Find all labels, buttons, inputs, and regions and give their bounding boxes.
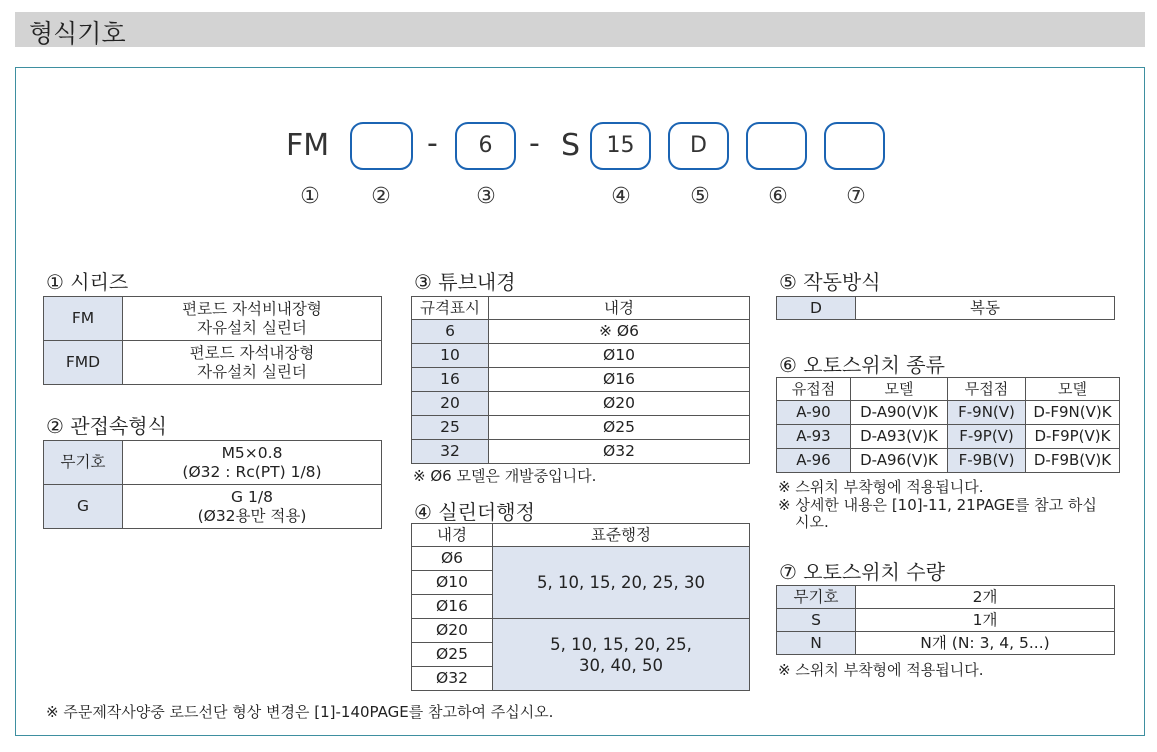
switch-reed: A-96 <box>777 449 851 473</box>
stroke-group-2-line1: 5, 10, 15, 20, 25, <box>550 634 692 654</box>
series-table <box>43 296 382 385</box>
operation-table <box>776 296 1115 320</box>
table-row <box>777 449 1120 473</box>
bore-heading: ③ 튜브내경 <box>414 270 516 294</box>
bore-size: Ø20 <box>489 392 750 416</box>
connection-desc <box>123 441 382 485</box>
table-row <box>412 344 750 368</box>
switch-reed: A-90 <box>777 401 851 425</box>
switch-qty-desc: 1개 <box>856 609 1115 632</box>
stroke-bore: Ø25 <box>412 643 493 667</box>
code-dash-2: - <box>529 126 540 161</box>
table-row <box>44 485 382 529</box>
table-row <box>412 416 750 440</box>
bore-size: Ø25 <box>489 416 750 440</box>
bore-size: ※ Ø6 <box>489 320 750 344</box>
series-desc-line1: 편로드 자석내장형 <box>189 343 315 362</box>
series-desc <box>123 341 382 385</box>
table-row <box>412 440 750 464</box>
operation-code: D <box>777 297 856 320</box>
switch-model: D-F9P(V)K <box>1026 425 1120 449</box>
table-row <box>412 320 750 344</box>
table-row <box>44 441 382 485</box>
bore-size: Ø16 <box>489 368 750 392</box>
stroke-group-2-line2: 30, 40, 50 <box>579 655 663 675</box>
code-number-2: ② <box>371 184 391 209</box>
stroke-bore: Ø32 <box>412 667 493 691</box>
table-header-row <box>412 524 750 547</box>
switch-model: D-A96(V)K <box>851 449 948 473</box>
switch-qty-code: N <box>777 632 856 655</box>
table-row <box>412 368 750 392</box>
stroke-header-stroke: 표준행정 <box>493 524 750 547</box>
series-desc-line2: 자유설치 실린더 <box>197 362 307 381</box>
bore-code: 32 <box>412 440 489 464</box>
operation-desc: 복동 <box>856 297 1115 320</box>
series-code: FM <box>44 297 123 341</box>
stroke-bore: Ø6 <box>412 547 493 571</box>
table-header-row <box>777 378 1120 401</box>
stroke-bore: Ø10 <box>412 571 493 595</box>
series-desc-line1: 편로드 자석비내장형 <box>182 299 322 318</box>
connection-desc <box>123 485 382 529</box>
title-bar <box>15 12 1145 47</box>
code-number-3: ③ <box>476 184 496 209</box>
connection-code: G <box>44 485 123 529</box>
code-box-bore: 6 <box>455 122 516 170</box>
table-row <box>44 297 382 341</box>
switch-model: D-A90(V)K <box>851 401 948 425</box>
stroke-heading: ④ 실린더행정 <box>414 500 535 524</box>
table-row <box>777 297 1115 320</box>
switch-type-table <box>776 377 1120 473</box>
code-box-switch-type <box>746 122 807 170</box>
table-header-row <box>412 297 750 320</box>
code-box-operation: D <box>668 122 729 170</box>
switch-qty-code: 무기호 <box>777 586 856 609</box>
switch-header-model1: 모델 <box>851 378 948 401</box>
code-number-4: ④ <box>611 184 631 209</box>
bore-code: 25 <box>412 416 489 440</box>
switch-qty-desc: N개 (N: 3, 4, 5...) <box>856 632 1115 655</box>
switch-qty-desc: 2개 <box>856 586 1115 609</box>
switch-qty-table <box>776 585 1115 655</box>
bore-size: Ø10 <box>489 344 750 368</box>
series-desc <box>123 297 382 341</box>
table-row <box>412 619 750 643</box>
stroke-group-1: 5, 10, 15, 20, 25, 30 <box>493 547 750 619</box>
bore-header-code: 규격표시 <box>412 297 489 320</box>
switch-model: D-F9B(V)K <box>1026 449 1120 473</box>
bore-code: 20 <box>412 392 489 416</box>
code-s: S <box>561 128 581 163</box>
switch-qty-heading: ⑦ 오토스위치 수량 <box>779 560 945 584</box>
bore-header-size: 내경 <box>489 297 750 320</box>
bore-note: ※ Ø6 모델은 개발중입니다. <box>413 467 597 485</box>
bore-code: 10 <box>412 344 489 368</box>
switch-solid: F-9N(V) <box>948 401 1026 425</box>
connection-desc-line1: G 1/8 <box>231 487 273 506</box>
footer-note: ※ 주문제작사양중 로드선단 형상 변경은 [1]-140PAGE를 참고하여 주십시오. <box>46 703 554 721</box>
connection-heading: ② 관접속형식 <box>46 414 167 438</box>
bore-table <box>411 296 750 464</box>
table-row <box>777 609 1115 632</box>
connection-code: 무기호 <box>44 441 123 485</box>
switch-header-reed: 유접점 <box>777 378 851 401</box>
switch-type-note-2-cont: 시오. <box>795 513 829 531</box>
switch-qty-note: ※ 스위치 부착형에 적용됩니다. <box>778 661 984 679</box>
switch-reed: A-93 <box>777 425 851 449</box>
stroke-bore: Ø20 <box>412 619 493 643</box>
table-row <box>777 401 1120 425</box>
operation-heading: ⑤ 작동방식 <box>779 270 881 294</box>
switch-model: D-F9N(V)K <box>1026 401 1120 425</box>
switch-type-note-1: ※ 스위치 부착형에 적용됩니다. <box>778 478 984 496</box>
bore-size: Ø32 <box>489 440 750 464</box>
table-row <box>44 341 382 385</box>
code-box-switch-qty <box>824 122 885 170</box>
code-number-1: ① <box>300 184 320 209</box>
switch-qty-code: S <box>777 609 856 632</box>
connection-desc-line2: (Ø32용만 적용) <box>197 506 307 525</box>
bore-code: 6 <box>412 320 489 344</box>
connection-desc-line1: M5×0.8 <box>221 443 283 462</box>
switch-type-heading: ⑥ 오토스위치 종류 <box>779 353 945 377</box>
switch-header-solid: 무접점 <box>948 378 1026 401</box>
stroke-table <box>411 523 750 691</box>
connection-table <box>43 440 382 529</box>
code-dash-1: - <box>427 126 438 161</box>
table-row <box>412 392 750 416</box>
table-row <box>777 586 1115 609</box>
table-row <box>412 547 750 571</box>
code-number-6: ⑥ <box>768 184 788 209</box>
switch-solid: F-9P(V) <box>948 425 1026 449</box>
code-number-7: ⑦ <box>846 184 866 209</box>
code-prefix: FM <box>286 128 330 163</box>
connection-desc-line2: (Ø32 : Rc(PT) 1/8) <box>182 462 322 481</box>
table-row <box>777 425 1120 449</box>
series-heading: ① 시리즈 <box>46 270 129 294</box>
series-code: FMD <box>44 341 123 385</box>
page-title: 형식기호 <box>29 19 126 48</box>
stroke-header-bore: 내경 <box>412 524 493 547</box>
code-box-stroke: 15 <box>590 122 651 170</box>
stroke-group-2 <box>493 619 750 691</box>
code-number-5: ⑤ <box>690 184 710 209</box>
bore-code: 16 <box>412 368 489 392</box>
switch-solid: F-9B(V) <box>948 449 1026 473</box>
switch-model: D-A93(V)K <box>851 425 948 449</box>
switch-type-note-2: ※ 상세한 내용은 [10]-11, 21PAGE를 참고 하십 <box>778 496 1097 514</box>
switch-header-model2: 모델 <box>1026 378 1120 401</box>
series-desc-line2: 자유설치 실린더 <box>197 318 307 337</box>
code-box-connection <box>350 122 413 170</box>
stroke-bore: Ø16 <box>412 595 493 619</box>
table-row <box>777 632 1115 655</box>
